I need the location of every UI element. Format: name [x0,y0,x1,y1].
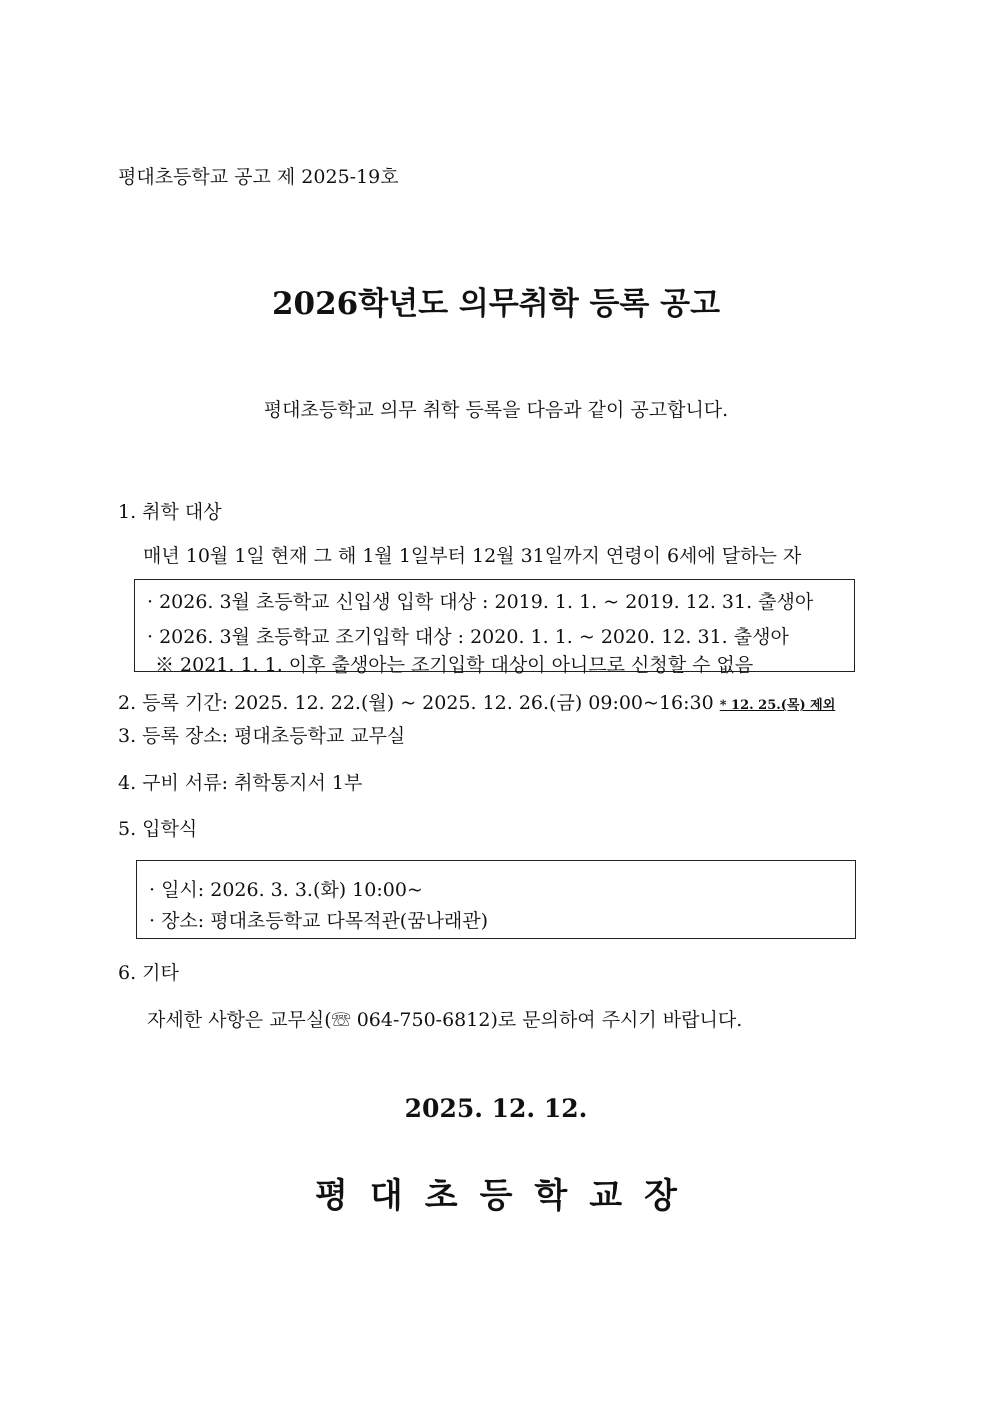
eligibility-line-regular: · 2026. 3월 초등학교 신입생 입학 대상 : 2019. 1. 1. ~ 2019. 12. 31. 출생아 [147,591,814,613]
registration-period-note: * 12. 25.(목) 제외 [719,698,836,713]
section-6-description: 자세한 사항은 교무실(☏ 064-750-6812)로 문의하여 주시기 바랍니다. [147,1009,743,1031]
principal-signature: 평대초등학교장 [315,1176,699,1216]
eligibility-line-early: · 2026. 3월 초등학교 조기입학 대상 : 2020. 1. 1. ~ 2020. 12. 31. 출생아 [147,626,789,648]
registration-period-text: 2. 등록 기간: 2025. 12. 22.(월) ~ 2025. 12. 26.(금) 09:00~16:30 [118,692,714,714]
section-1-heading: 1. 취학 대상 [118,501,222,523]
document-title: 2026학년도 의무취학 등록 공고 [271,286,721,322]
eligibility-line-note: ※ 2021. 1. 1. 이후 출생아는 조기입학 대상이 아니므로 신청할 수 없음 [155,654,754,676]
section-1-description: 매년 10월 1일 현재 그 해 1월 1일부터 12월 31일까지 연령이 6세에 달하는 자 [143,545,802,567]
section-3-registration-place: 3. 등록 장소: 평대초등학교 교무실 [118,725,406,747]
section-6-heading: 6. 기타 [118,962,179,984]
document-date: 2025. 12. 12. [404,1094,588,1123]
ceremony-place: · 장소: 평대초등학교 다목적관(꿈나래관) [149,910,489,932]
section-2-registration-period [118,688,835,715]
eligibility-box [134,579,855,676]
section-5-heading: 5. 입학식 [118,818,198,840]
section-4-required-documents: 4. 구비 서류: 취학통지서 1부 [118,772,363,794]
intro-text: 평대초등학교 의무 취학 등록을 다음과 같이 공고합니다. [263,399,729,421]
ceremony-box [136,860,856,939]
notice-number: 평대초등학교 공고 제 2025-19호 [118,166,399,188]
ceremony-datetime: · 일시: 2026. 3. 3.(화) 10:00~ [149,879,423,901]
